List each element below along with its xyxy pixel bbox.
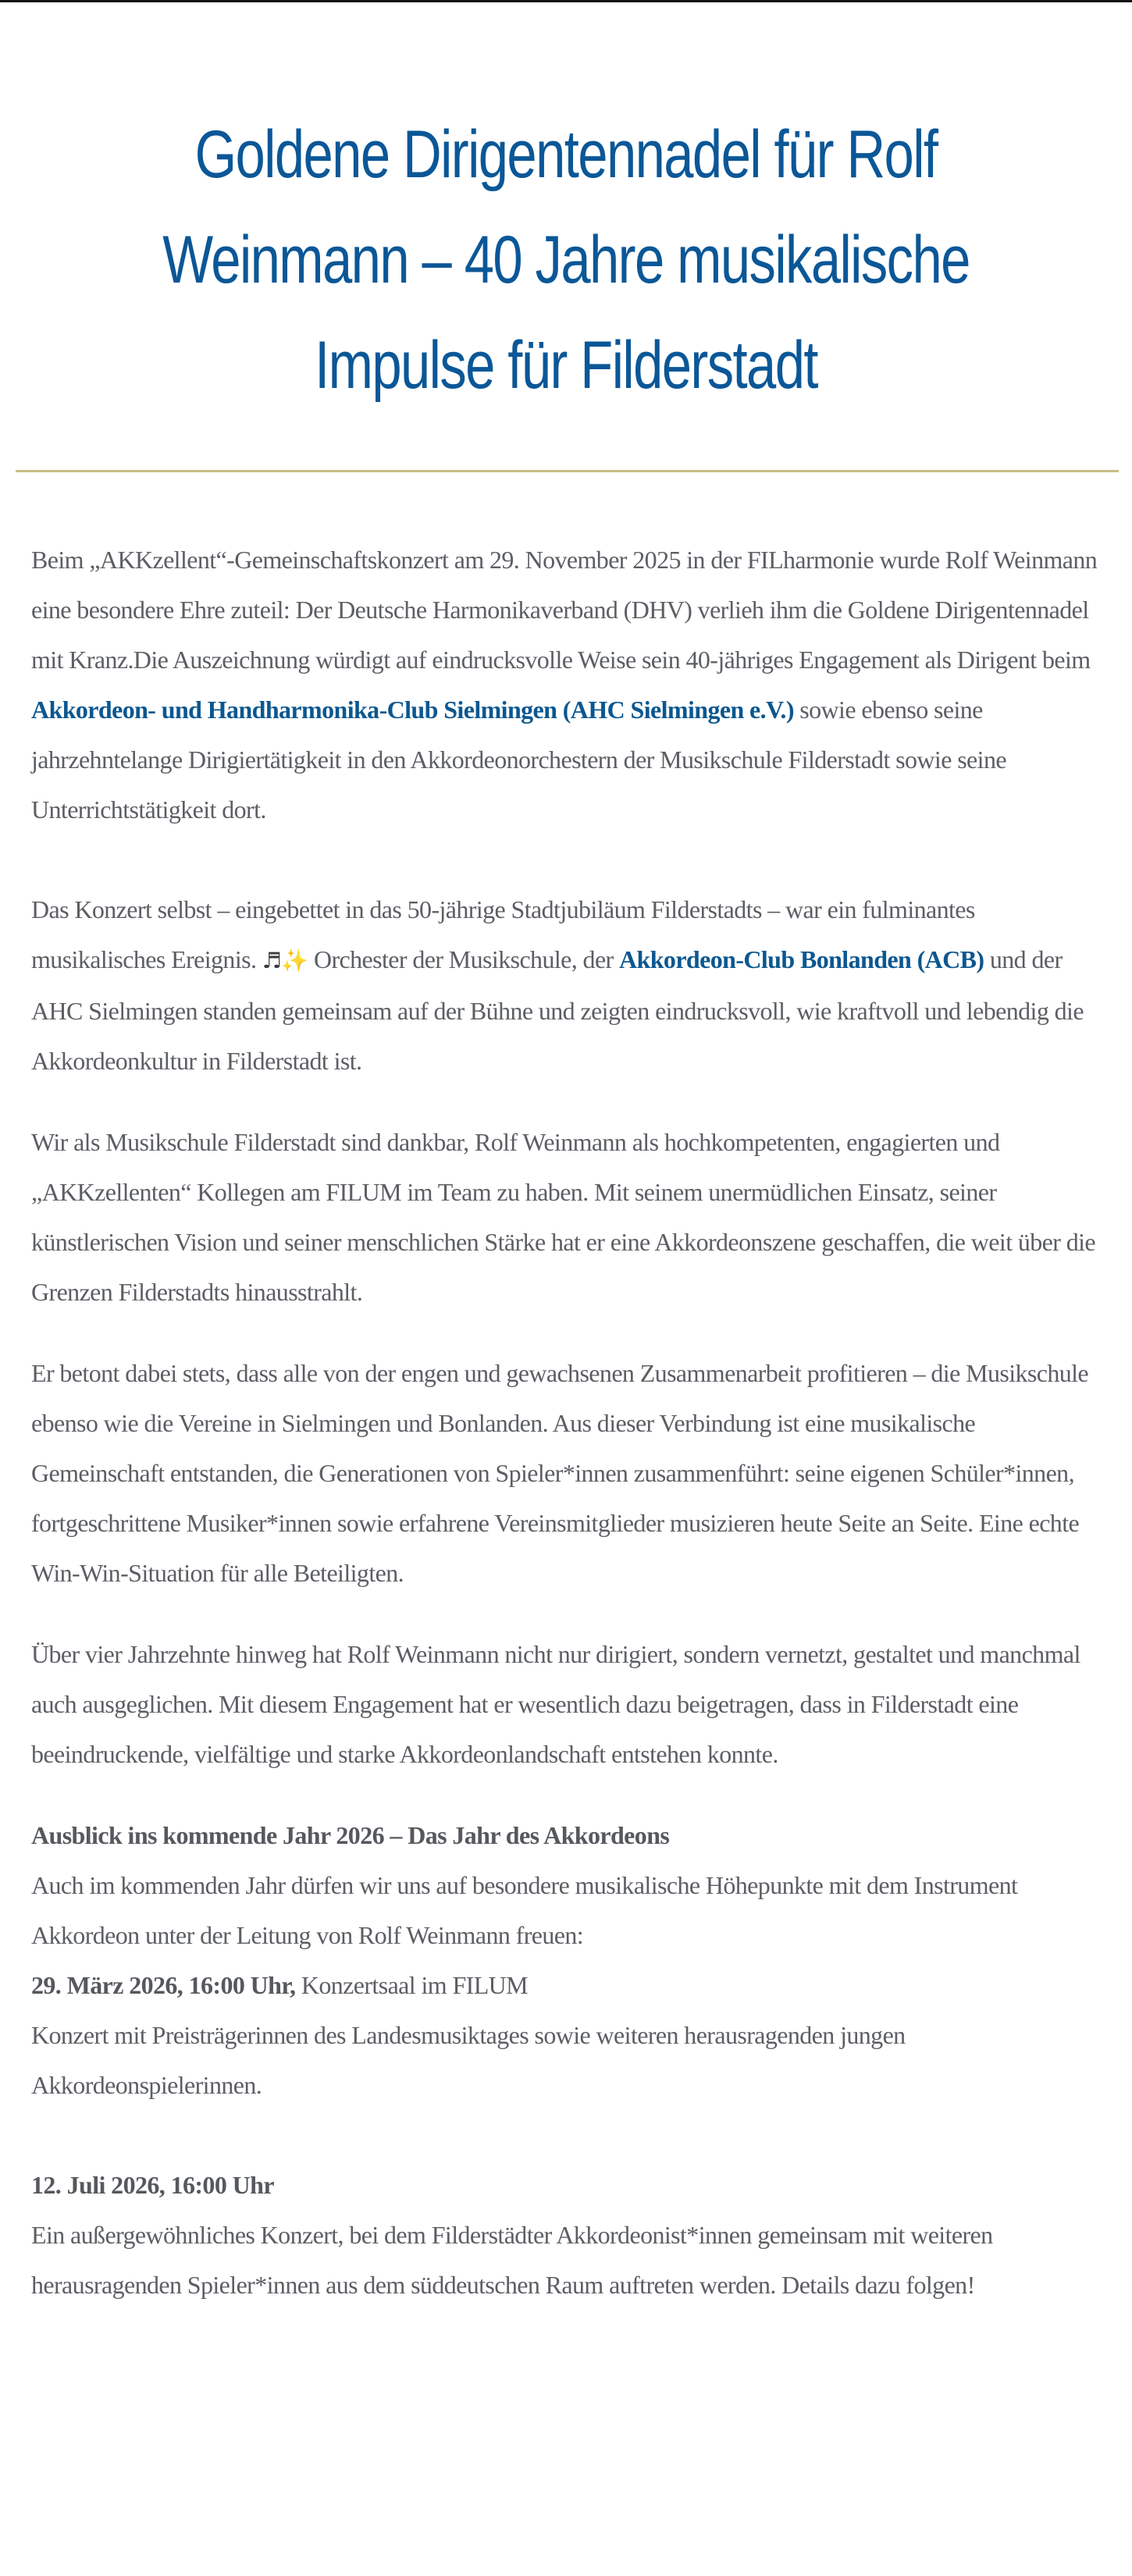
sparkles-icon: ✨ [281,948,308,973]
event-item [31,2160,1101,2310]
title-line: Goldene Dirigentennadel für Rolf [194,117,938,192]
article-header [0,2,1132,470]
paragraph-legacy: Über vier Jahrzehnte hinweg hat Rolf Weinmann nicht nur dirigiert, sondern vernetzt, gestaltet und manchmal auch ausgeglichen. Mit diesem Engagement hat er wesentlich dazu beigetragen, dass in Filderstadt eine beeindruckende, vielfältige und starke Akkordeonlandschaft entstehen konnte. [31,1640,1080,1768]
paragraph-collaboration: Er betont dabei stets, dass alle von der engen und gewachsenen Zusammenarbeit profitieren – die Musikschule ebenso wie die Vereine in Sielmingen und Bonlanden. Aus dieser Verbindung ist eine musikalische Gemeinschaft entstanden, die Generationen von Spieler*innen zusammenführt: seine eigenen Schüler*innen, fortgeschrittene Musiker*innen sowie erfahrene Vereinsmitglieder musizieren heute Seite an Seite. Eine echte Win-Win-Situation für alle Beteiligten. [31,1359,1089,1587]
title-line: Weinmann – 40 Jahre musikalische [162,222,970,297]
paragraph-text: Beim „AKKzellent“-Gemeinschaftskonzert am 29. November 2025 in der FILharmonie wurde Rolf Weinmann eine besondere Ehre zuteil: Der Deutsche Harmonikaverband (DHV) verlieh ihm die Goldene Dirigentennadel mit Kranz.Die Auszeichnung würdigt auf eindrucksvolle Weise sein 40-jähriges Engagement als Dirigent beim [31,546,1098,674]
paragraph-award [31,535,1101,834]
paragraph-text: Orchester der Musikschule, der [308,945,620,973]
paragraph-concert [31,884,1101,1086]
event-venue: Konzertsaal im FILUM [295,1971,529,1999]
outlook-heading: Ausblick ins kommende Jahr 2026 – Das Jahr des Akkordeons [31,1821,670,1849]
event-description: Ein außergewöhnliches Konzert, bei dem Filderstädter Akkordeonist*innen gemeinsam mit weiteren herausragenden Spieler*innen aus dem süddeutschen Raum auftreten werden. Details dazu folgen! [31,2221,993,2299]
musical-note-icon: ♬ [262,948,282,973]
spacer [31,2110,1101,2160]
article [0,2,1132,2341]
paragraph-text: und der AHC Sielmingen standen gemeinsam auf der Bühne und zeigten eindrucksvoll, wie kraftvoll und lebendig die Akkordeonkultur in Filderstadt ist. [31,945,1084,1075]
event-description: Konzert mit Preisträgerinnen des Landesmusiktages sowie weiteren herausragenden jungen Akkordeonspielerinnen. [31,2021,906,2099]
paragraph-gratitude: Wir als Musikschule Filderstadt sind dankbar, Rolf Weinmann als hochkompetenten, engagierten und „AKKzellenten“ Kollegen am FILUM im Team zu haben. Mit seinem unermüdlichen Einsatz, seiner künstlerischen Vision und seiner menschlichen Stärke hat er eine Akkordeonszene geschaffen, die weit über die Grenzen Filderstadts hinausstrahlt. [31,1128,1096,1306]
article-body [0,472,1132,2341]
event-date: 29. März 2026, 16:00 Uhr, [31,1971,296,1999]
event-item [31,1960,1101,2110]
link-acb-bonlanden[interactable]: Akkordeon-Club Bonlanden (ACB) [619,945,984,973]
outlook-intro: Auch im kommenden Jahr dürfen wir uns auf besondere musikalische Höhepunkte mit dem Instrument Akkordeon unter der Leitung von Rolf Weinmann freuen: [31,1871,1018,1949]
paragraph-text: sowie ebenso seine jahrzehntelange Dirigiertätigkeit in den Akkordeonorchestern der Musikschule Filderstadt sowie seine Unterrichtstätigkeit dort. [31,696,1006,824]
event-date: 12. Juli 2026, 16:00 Uhr [31,2171,274,2199]
outlook-section [31,1810,1101,2310]
article-title [113,102,1019,418]
link-ahc-sielmingen[interactable]: Akkordeon- und Handharmonika-Club Sielmingen (AHC Sielmingen e.V.) [31,696,794,724]
title-line: Impulse für Filderstadt [315,328,817,403]
paragraph-text: Das Konzert selbst – eingebettet in das 50-jährige Stadtjubiläum Filderstadts – war ein fulminantes musikalisches Ereignis. [31,895,975,973]
